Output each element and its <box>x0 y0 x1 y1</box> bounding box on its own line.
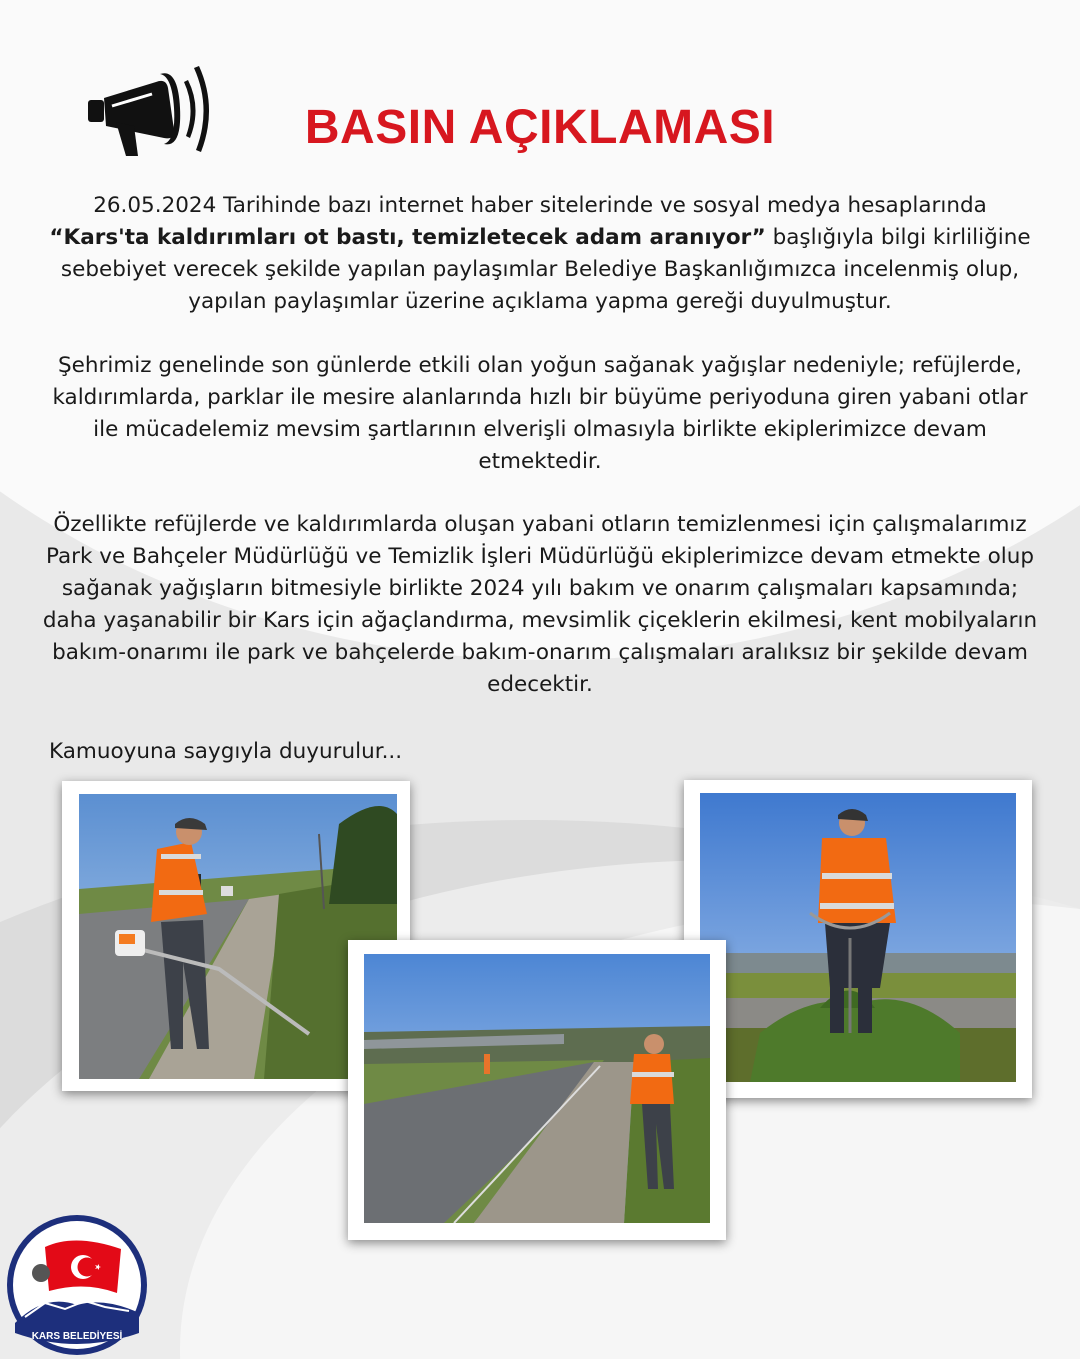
logo-text: KARS BELEDİYESİ <box>31 1331 123 1342</box>
photo-worker-roadside <box>348 940 726 1240</box>
quoted-headline: “Kars'ta kaldırımları ot bastı, temizletecek adam aranıyor” <box>49 225 766 250</box>
paragraph-3: Özellikte refüjlerde ve kaldırımlarda oluşan yabani otların temizlenmesi için çalışmalarımız Park ve Bahçeler Müdürlüğü ve Temizlik İşleri Müdürlüğü ekiplerimizce devam etmekte olup sağanak yağışların bitmesiyle birlikte 2024 yılı bakım ve onarım çalışmaları kapsamında; daha yaşanabilir bir Kars için ağaçlandırma, mevsimlik çiçeklerin ekilmesi, kent mobilyaların bakım-onarımı ile park ve bahçelerde bakım-onarım çalışmaları aralıksız bir şekilde devam edecektir. <box>42 512 1038 697</box>
kars-belediyesi-logo <box>5 1213 149 1357</box>
photo-worker-in-weeds <box>684 780 1032 1098</box>
paragraph-1-text-start: 26.05.2024 Tarihinde bazı internet haber sitelerinde ve sosyal medya hesaplarında <box>93 193 987 218</box>
paragraph-1 <box>40 190 1040 318</box>
closing-line: Kamuoyuna saygıyla duyurulur... <box>49 739 403 764</box>
paragraph-2: Şehrimiz genelinde son günlerde etkili olan yoğun sağanak yağışlar nedeniyle; refüjlerde, kaldırımlarda, parklar ile mesire alanlarında hızlı bir büyüme periyoduna giren yabani otlar ile mücadelemiz mevsim şartlarının elverişli olmasıyla birlikte ekiplerimizce devam etmektedir. <box>52 353 1028 474</box>
page-title: BASIN AÇIKLAMASI <box>304 101 776 154</box>
paragraph-1-text-end: başlığıyla bilgi kirliliğine sebebiyet verecek şekilde yapılan paylaşımlar Belediye Başkanlığımızca incelenmiş olup, yapılan paylaşımlar üzerine açıklama yapma gereği duyulmuştur. <box>60 225 1031 314</box>
